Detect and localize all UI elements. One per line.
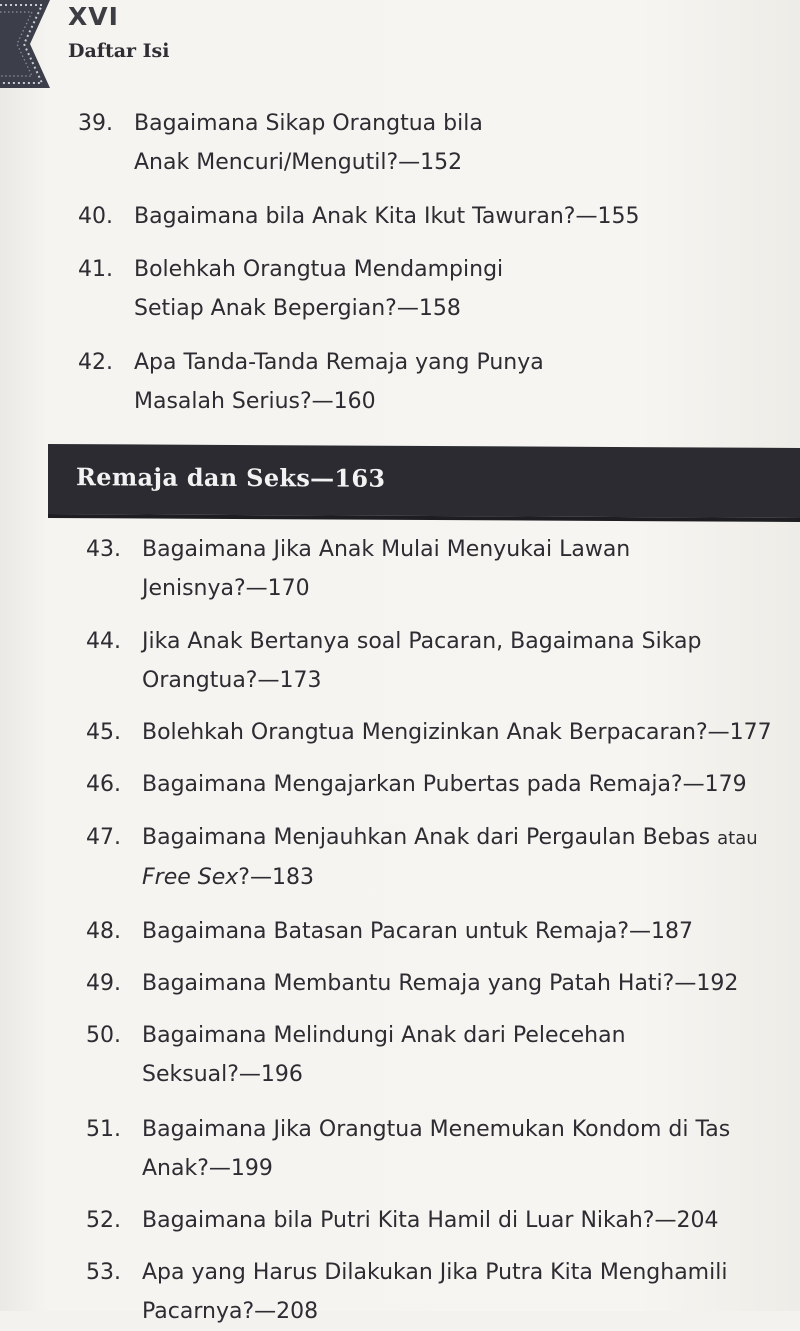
entry-title: Bagaimana Sikap Orangtua bila Anak Mencuri/Mengutil?—152 (134, 111, 483, 175)
toc-entry (78, 343, 544, 421)
entry-number: 40. (78, 204, 113, 229)
entry-number: 39. (78, 111, 113, 136)
toc-entry (78, 250, 503, 328)
entry-title: Bagaimana Jika Anak Mulai Menyukai Lawan Jenisnya?—170 (142, 537, 631, 601)
toc-entry (86, 765, 747, 804)
entry-number: 48. (86, 919, 121, 944)
entry-title: Bolehkah Orangtua Mendampingi Setiap Anak Bepergian?—158 (134, 257, 504, 321)
toc-entry (86, 713, 772, 752)
page-number-roman: XVI (68, 2, 119, 31)
toc-entry (78, 104, 483, 182)
entry-number: 47. (86, 825, 121, 850)
entry-number: 41. (78, 257, 113, 282)
entry-number: 51. (86, 1117, 121, 1142)
entry-number: 49. (86, 971, 121, 996)
entry-title: Bagaimana bila Anak Kita Ikut Tawuran?—155 (134, 204, 640, 229)
entry-title: Bagaimana Membantu Remaja yang Patah Hati?—192 (142, 971, 739, 996)
entry-number: 52. (86, 1208, 121, 1233)
toc-entry (86, 622, 702, 700)
entry-title: Bagaimana Batasan Pacaran untuk Remaja?—187 (142, 919, 694, 944)
toc-entry (86, 1110, 730, 1188)
entry-number: 45. (86, 720, 121, 745)
entry-number: 44. (86, 629, 121, 654)
toc-entry (86, 1253, 727, 1331)
entry-title: Jika Anak Bertanya soal Pacaran, Bagaimana Sikap Orangtua?—173 (142, 629, 702, 693)
section-banner (48, 444, 800, 518)
entry-title: Bagaimana Menjauhkan Anak dari Pergaulan Bebas atau Free Sex?—183 (142, 825, 758, 890)
entry-title: Bagaimana bila Putri Kita Hamil di Luar Nikah?—204 (142, 1208, 719, 1233)
entry-title: Bagaimana Jika Orangtua Menemukan Kondom di Tas Anak?—199 (142, 1117, 731, 1181)
entry-number: 43. (86, 537, 121, 562)
toc-entry (78, 197, 639, 236)
toc-entry (86, 1016, 626, 1094)
ribbon-ornament-icon (0, 0, 54, 88)
entry-number: 53. (86, 1260, 121, 1285)
section-title: Remaja dan Seks—163 (76, 462, 386, 493)
toc-entry (86, 1201, 718, 1240)
entry-number: 46. (86, 772, 121, 797)
entry-title: Bagaimana Mengajarkan Pubertas pada Remaja?—179 (142, 772, 747, 797)
toc-entry (86, 818, 758, 897)
entry-number: 42. (78, 350, 113, 375)
toc-entry (86, 530, 630, 608)
entry-title: Bagaimana Melindungi Anak dari Pelecehan Seksual?—196 (142, 1023, 626, 1087)
entry-title: Apa yang Harus Dilakukan Jika Putra Kita Menghamili Pacarnya?—208 (142, 1260, 728, 1324)
toc-entry (86, 912, 693, 951)
toc-entry (86, 964, 738, 1003)
entry-title: Apa Tanda-Tanda Remaja yang Punya Masalah Serius?—160 (134, 350, 544, 414)
entry-title: Bolehkah Orangtua Mengizinkan Anak Berpacaran?—177 (142, 720, 772, 745)
entry-number: 50. (86, 1023, 121, 1048)
section-label: Daftar Isi (68, 40, 170, 62)
